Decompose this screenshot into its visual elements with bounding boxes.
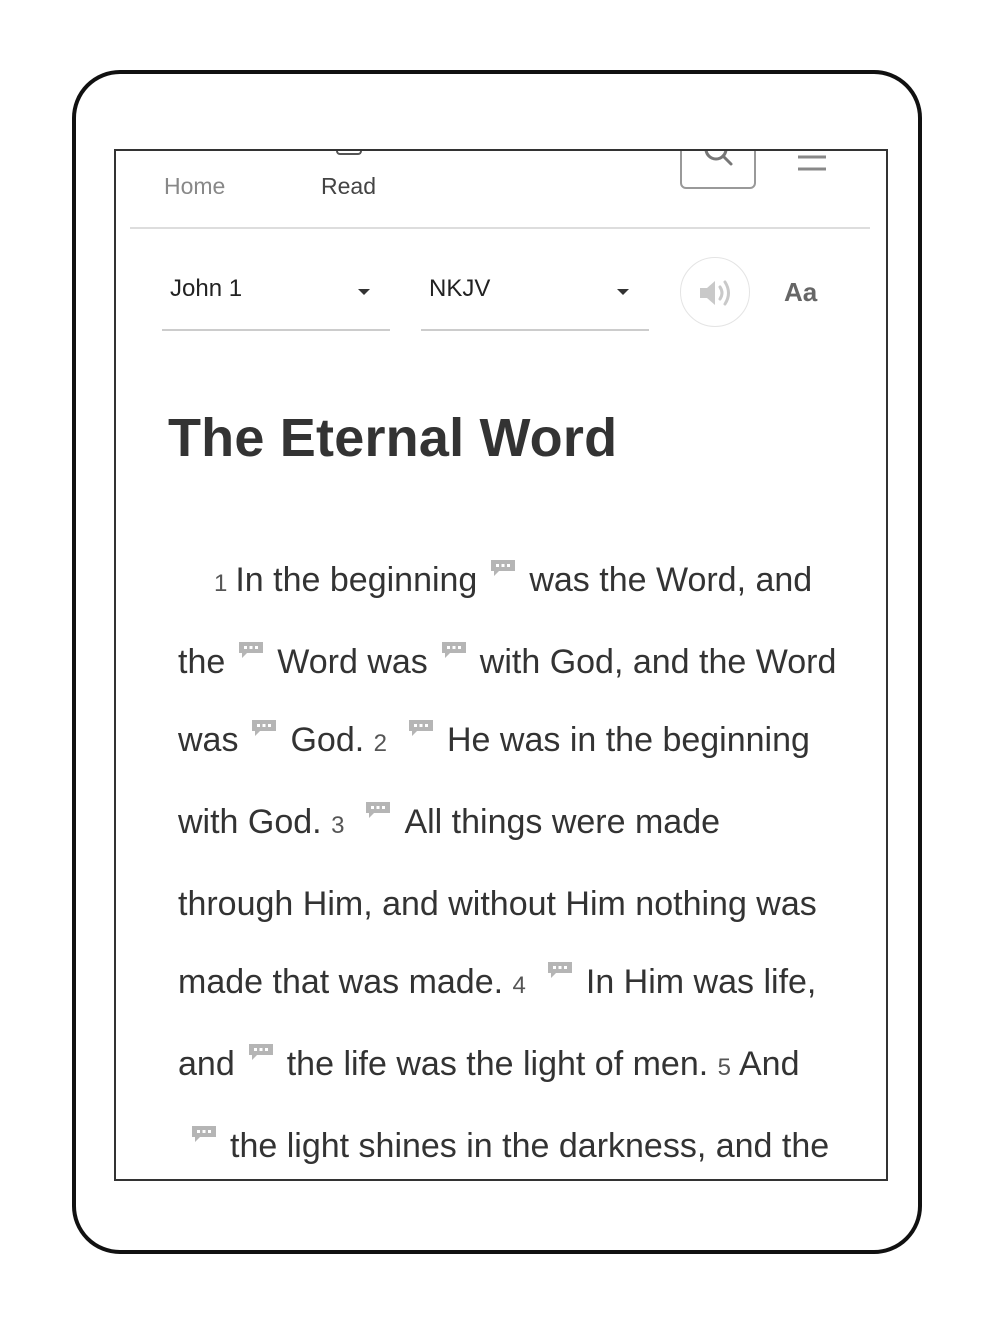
note-icon[interactable] [192, 1126, 216, 1143]
verse-number[interactable]: 4 [512, 972, 526, 999]
speech-bubble-icon [491, 560, 515, 577]
verse-text[interactable]: All things were made through Him, and without Him nothing was made that was made. [178, 803, 817, 1001]
chevron-down-icon [358, 289, 370, 295]
speech-bubble-icon [442, 642, 466, 659]
verse-number[interactable]: 1 [214, 570, 228, 597]
audio-button[interactable] [680, 257, 750, 327]
nav-read[interactable]: Read [321, 173, 376, 199]
book-chapter-value: John 1 [170, 275, 243, 302]
nav-home[interactable]: Home [164, 173, 226, 199]
speech-bubble-icon [252, 720, 276, 737]
search-icon [702, 149, 738, 173]
nav-divider [130, 227, 870, 229]
speech-bubble-icon [249, 1044, 273, 1061]
speech-bubble-icon [192, 1126, 216, 1143]
verse-text[interactable]: the life was the light of men. [286, 1045, 709, 1083]
verse-text[interactable]: In Him was life, and [178, 963, 817, 1083]
verse-text[interactable]: He was in the beginning with God. [178, 721, 810, 841]
note-icon[interactable] [366, 802, 390, 819]
search-button[interactable] [680, 149, 756, 189]
verse-text[interactable]: Word was [277, 643, 428, 681]
note-icon[interactable] [239, 642, 263, 659]
note-icon[interactable] [409, 720, 433, 737]
verse-number[interactable]: 3 [331, 812, 345, 839]
note-icon[interactable] [491, 560, 515, 577]
top-nav [116, 151, 886, 229]
speech-bubble-icon [366, 802, 390, 819]
book-chapter-select[interactable] [162, 259, 390, 331]
speaker-icon [697, 276, 735, 310]
note-icon[interactable] [548, 962, 572, 979]
verse-text[interactable]: the light shines in the darkness, and the [230, 1127, 830, 1165]
verse-number[interactable]: 5 [717, 1054, 731, 1081]
verse-text[interactable]: with God, and the Word was [178, 643, 837, 759]
read-tab-icon [336, 149, 362, 155]
chevron-down-icon [617, 289, 629, 295]
verse-text[interactable]: In the beginning [235, 561, 478, 599]
verse-text[interactable]: was the Word, and the [178, 561, 813, 681]
section-heading: The Eternal Word [168, 408, 618, 468]
speech-bubble-icon [239, 642, 263, 659]
verse-number[interactable]: 2 [373, 730, 387, 757]
hamburger-menu-icon [796, 151, 828, 177]
version-select[interactable] [421, 259, 649, 331]
note-icon[interactable] [442, 642, 466, 659]
verse-text[interactable]: And [739, 1045, 800, 1083]
version-value: NKJV [429, 275, 491, 302]
scripture-passage [178, 541, 838, 1181]
note-icon[interactable] [252, 720, 276, 737]
speech-bubble-icon [409, 720, 433, 737]
note-icon[interactable] [249, 1044, 273, 1061]
verse-text[interactable]: God. [290, 721, 365, 759]
app-screen [114, 149, 888, 1181]
font-settings-button[interactable]: Aa [784, 277, 818, 307]
menu-button[interactable] [796, 151, 828, 177]
speech-bubble-icon [548, 962, 572, 979]
